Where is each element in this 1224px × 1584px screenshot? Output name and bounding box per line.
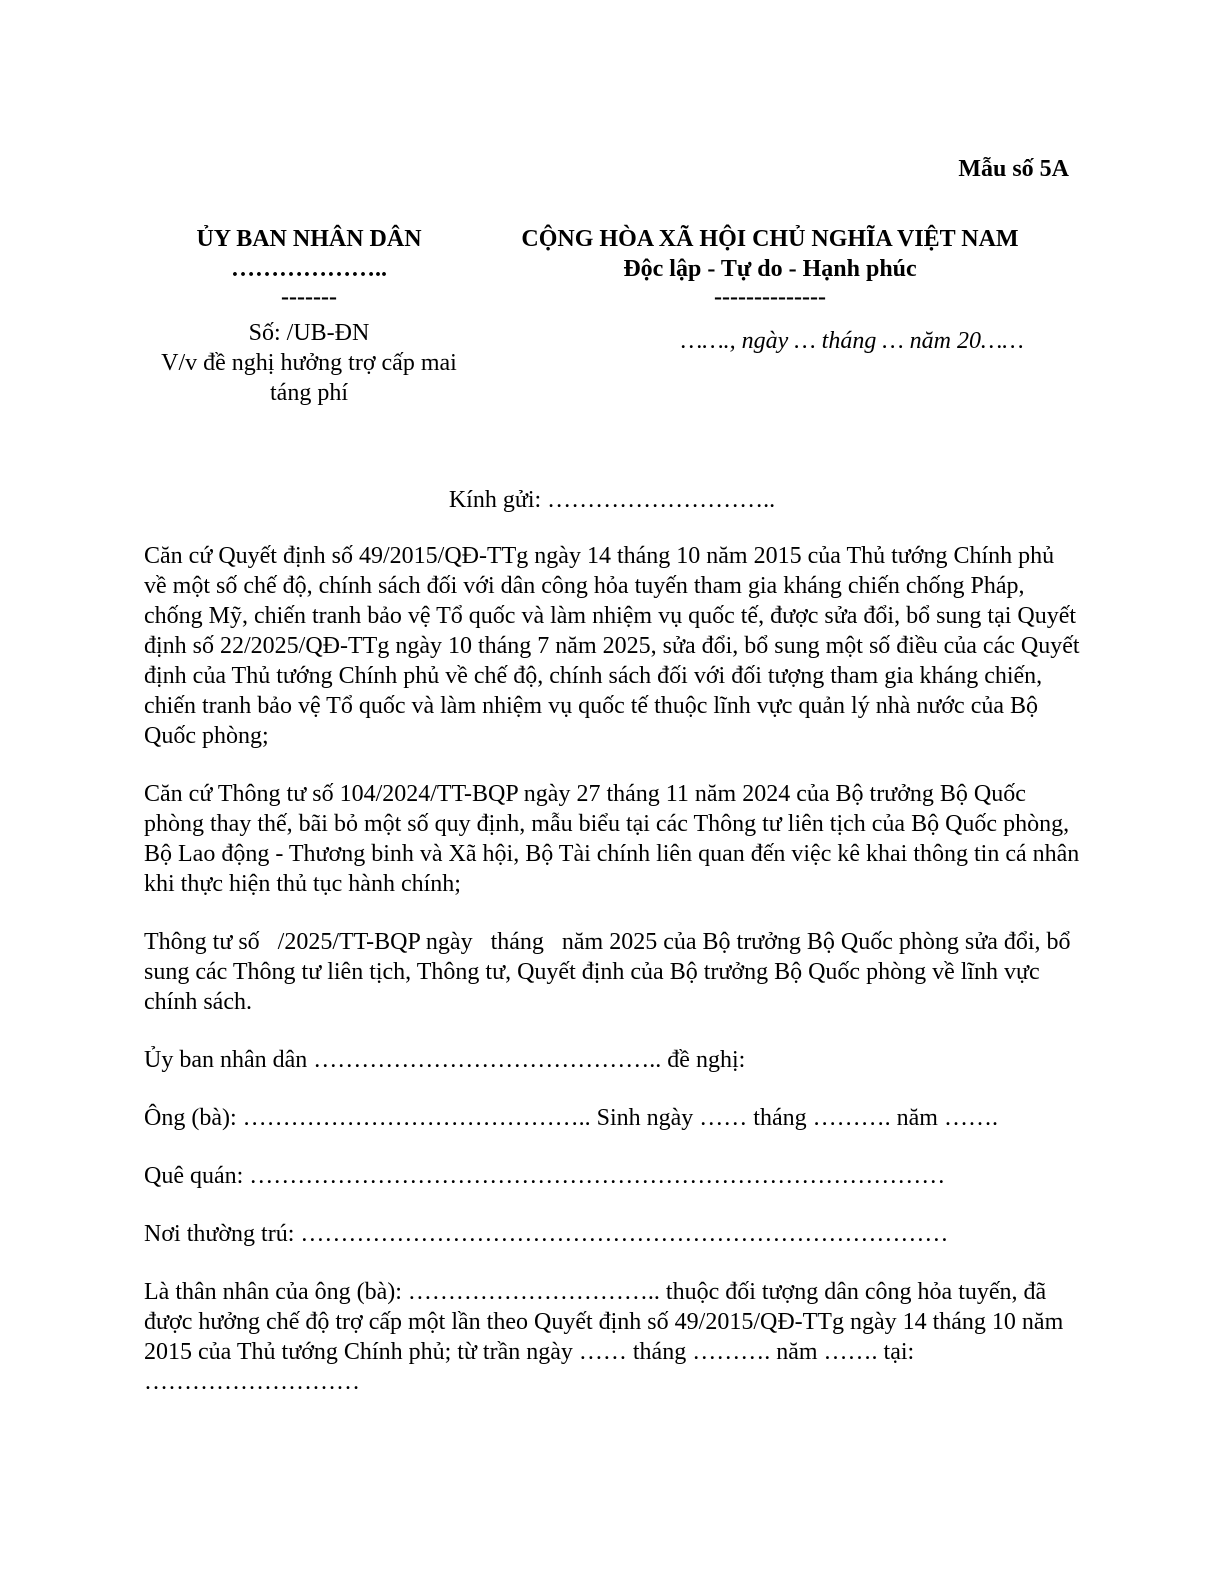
subject-line-2: táng phí <box>270 380 348 406</box>
place-date-line: ……., ngày … tháng … năm 20…… <box>681 328 1024 354</box>
issuing-agency-block <box>144 224 474 408</box>
nation-name: CỘNG HÒA XÃ HỘI CHỦ NGHĨA VIỆT NAM <box>521 226 1019 252</box>
subject-line-1: V/v đề nghị hưởng trợ cấp mai <box>161 350 457 376</box>
recipient-line: Kính gửi: ……………………….. <box>448 487 776 513</box>
legal-basis-3: Thông tư số /2025/TT-BQP ngày tháng năm 2025 của Bộ trưởng Bộ Quốc phòng sửa đổi, bổ sung các Thông tư liên tịch, Thông tư, Quyết định của Bộ trưởng Bộ Quốc phòng về lĩnh vực chính sách. <box>144 929 1077 1015</box>
agency-name: ỦY BAN NHÂN DÂN <box>196 226 422 252</box>
document-body <box>144 541 1080 1425</box>
hometown-line: Quê quán: …………………………………………………………………………… <box>144 1163 946 1189</box>
relative-paragraph: Là thân nhân của ông (bà): ………………………….. thuộc đối tượng dân công hỏa tuyến, đã được hưởng chế độ trợ cấp một lần theo Quyết định số 49/2015/QĐ-TTg ngày 14 tháng 10 năm 2015 của Thủ tướng Chính phủ; từ trần ngày …… tháng ………. năm ……. tại: ……………………… <box>144 1279 1064 1395</box>
motto-divider: -------------- <box>714 284 826 310</box>
document-number: Số: /UB-ĐN <box>248 320 370 346</box>
agency-divider: ------- <box>281 284 337 310</box>
legal-basis-2: Căn cứ Thông tư số 104/2024/TT-BQP ngày 27 tháng 11 năm 2024 của Bộ trưởng Bộ Quốc phòng thay thế, bãi bỏ một số quy định, mẫu biểu tại các Thông tư liên tịch của Bộ Quốc phòng, Bộ Lao động - Thương binh và Xã hội, Bộ Tài chính liên quan đến việc kê khai thông tin cá nhân khi thực hiện thủ tục hành chính; <box>144 781 1080 897</box>
legal-basis-1: Căn cứ Quyết định số 49/2015/QĐ-TTg ngày 14 tháng 10 năm 2015 của Thủ tướng Chính phủ về một số chế độ, chính sách đối với dân công hỏa tuyến tham gia kháng chiến chống Pháp, chống Mỹ, chiến tranh bảo vệ Tổ quốc và làm nhiệm vụ quốc tế, được sửa đổi, bổ sung tại Quyết định số 22/2025/QĐ-TTg ngày 10 tháng 7 năm 2025, sửa đổi, bổ sung một số điều của các Quyết định của Thủ tướng Chính phủ về chế độ, chính sách đối với đối tượng tham gia kháng chiến, chiến tranh bảo vệ Tổ quốc và làm nhiệm vụ quốc tế thuộc lĩnh vực quản lý nhà nước của Bộ Quốc phòng; <box>144 543 1080 749</box>
proposal-line: Ủy ban nhân dân …………………………………….. đề nghị: <box>144 1047 746 1073</box>
agency-name-blank: ……………….. <box>231 256 387 282</box>
form-code: Mẫu số 5A <box>958 156 1069 182</box>
person-line: Ông (bà): …………………………………….. Sinh ngày …… tháng ………. năm ……. <box>144 1105 998 1131</box>
national-header-block <box>492 224 1048 310</box>
national-motto: Độc lập - Tự do - Hạnh phúc <box>623 256 917 282</box>
residence-line: Nơi thường trú: ……………………………………………………………………… <box>144 1221 949 1247</box>
